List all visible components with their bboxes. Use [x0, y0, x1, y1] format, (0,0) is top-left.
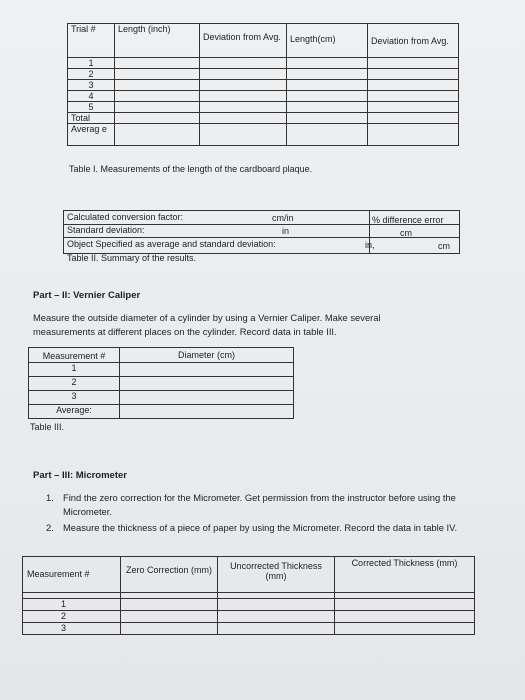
part-3-item-2-text: Measure the thickness of a piece of paper by using the Micrometer. Record the data in table IV.: [63, 522, 458, 533]
table-row: [23, 611, 475, 623]
t3-header-diameter: Diameter (cm): [120, 348, 294, 363]
t2-percent-diff-label: % difference error: [372, 215, 444, 225]
t2-conversion-unit: cm/in: [272, 213, 294, 223]
t1-header-length-cm: Length(cm): [287, 24, 368, 58]
t2-stddev-label: Standard deviation:: [67, 225, 145, 235]
table-row: [68, 80, 459, 91]
t3-row-2: 2: [29, 377, 120, 391]
t1-trial-5: 5: [68, 102, 115, 113]
part-2-text: Measure the outside diameter of a cylinder by using a Vernier Caliper. Make several measurements at different places on the cylinder. Record data in table III.: [33, 312, 381, 337]
t2-stddev-unit-cm: cm: [400, 228, 412, 238]
t4-row-3: 3: [23, 623, 121, 635]
table-row: [68, 124, 459, 146]
t1-header-trial: Trial #: [68, 24, 115, 58]
t1-average-label: Averag e: [68, 124, 115, 146]
t1-header-length-inch: Length (inch): [115, 24, 200, 58]
table-1-caption: Table I. Measurements of the length of the cardboard plaque.: [69, 164, 313, 174]
table-row: [68, 58, 459, 69]
t2-object-label: Object Specified as average and standard deviation:: [67, 239, 276, 249]
t4-header-corrected: Corrected Thickness (mm): [335, 557, 475, 593]
part-3-item-1-text: Find the zero correction for the Micrometer. Get permission from the instructor before using the Micrometer.: [63, 492, 456, 517]
t4-header-measurement: Measurement #: [23, 557, 121, 593]
t3-average-label: Average:: [29, 405, 120, 419]
t3-row-1: 1: [29, 363, 120, 377]
part-2-heading: Part – II: Vernier Caliper: [33, 290, 141, 301]
t2-conversion-label: Calculated conversion factor:: [67, 212, 184, 222]
t3-row-3: 3: [29, 391, 120, 405]
t2-object-unit-cm: cm: [438, 241, 450, 251]
t1-trial-2: 2: [68, 69, 115, 80]
table-row: [23, 623, 475, 635]
t2-stddev-unit-in: in: [282, 226, 290, 236]
t1-total-label: Total: [68, 113, 115, 124]
table-row: [29, 391, 294, 405]
table-2: [63, 210, 460, 254]
table-row: [29, 405, 294, 419]
table-3: [28, 347, 294, 419]
t1-trial-1: 1: [68, 58, 115, 69]
t1-header-deviation-cm: Deviation from Avg.: [368, 24, 459, 58]
t4-row-1: 1: [23, 599, 121, 611]
t4-row-2: 2: [23, 611, 121, 623]
table-2-caption: Table II. Summary of the results.: [67, 253, 197, 263]
part-3-item-1: 1. Find the zero correction for the Micrometer. Get permission from the instructor before using the Micrometer.: [46, 491, 471, 519]
table-row: [23, 599, 475, 611]
table-row: [29, 363, 294, 377]
t4-header-zero-correction: Zero Correction (mm): [121, 557, 218, 593]
t3-header-measurement: Measurement #: [29, 348, 120, 363]
table-row: [29, 377, 294, 391]
table-row: [68, 113, 459, 124]
table-3-caption: Table III.: [30, 422, 65, 432]
t1-trial-3: 3: [68, 80, 115, 91]
t4-header-uncorrected: Uncorrected Thickness (mm): [218, 557, 335, 593]
table-4: [22, 556, 475, 635]
table-row: [68, 69, 459, 80]
part-3-item-2: 2. Measure the thickness of a piece of paper by using the Micrometer. Record the data in table IV.: [46, 521, 471, 535]
t1-header-deviation-inch: Deviation from Avg.: [200, 24, 287, 58]
t2-object-unit-in: in,: [365, 240, 375, 250]
table-row: [68, 91, 459, 102]
part-3-heading: Part – III: Micrometer: [33, 470, 127, 481]
table-row: [68, 102, 459, 113]
table-1: [67, 23, 459, 146]
t1-trial-4: 4: [68, 91, 115, 102]
